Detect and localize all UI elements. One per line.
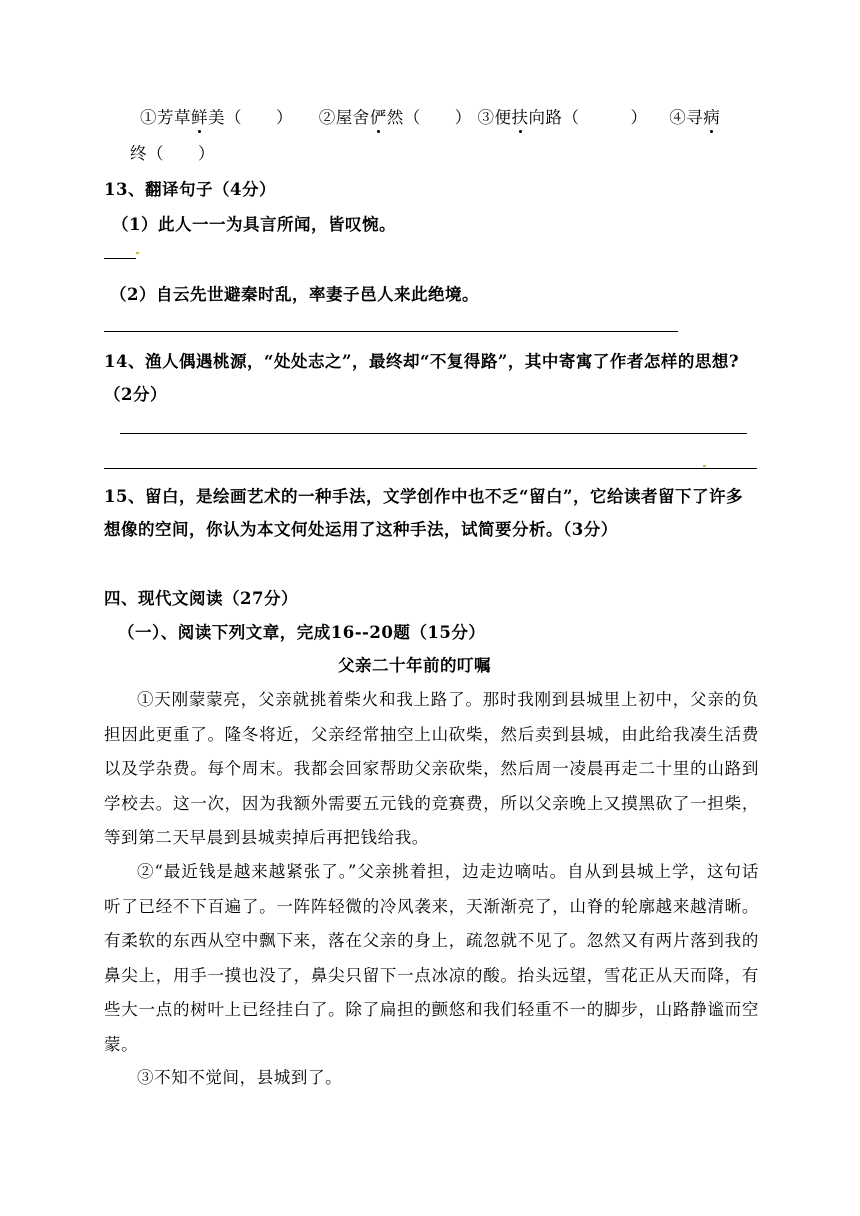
- q13-sentence-1: （1）此人一一为具言所闻，皆叹惋。: [112, 215, 396, 234]
- passage-paragraph-1: ①天刚蒙蒙亮，父亲就挑着柴火和我上路了。那时我刚到县城里上初中，父亲的负担因此更重了。隆冬将近，父亲经常抽空上山砍柴，然后卖到县城，由此给我凑生活费以及学杂费。每个周末。我都会回家帮助父亲砍柴，然后周一凌晨再走二十里的山路到学校去。这一次，因为我额外需要五元钱的竞赛费，所以父亲晚上又摸黑砍了一担柴，等到第二天早晨到县城卖掉后再把钱给我。: [104, 690, 759, 848]
- q15-question-line-1: 15、留白，是绘画艺术的一种手法，文学创作中也不乏“留白”，它给读者留下了许多: [104, 487, 743, 506]
- passage-paragraph-2: ②“最近钱是越来越紧张了。”父亲挑着担，边走边嘀咕。自从到县城上学，这句话听了已经不下百遍了。一阵阵轻微的冷风袭来，天渐渐亮了，山脊的轮廓越来越清晰。有柔软的东西从空中飘下来，落在父亲的身上，疏忽就不见了。忽然又有两片落到我的鼻尖上，用手一摸也没了，鼻尖只留下一点冰凉的酸。抬头远望，雪花正从天而降，有些大一点的树叶上已经挂白了。除了扁担的颤悠和我们轻重不一的脚步，山路静谧而空蒙。: [104, 862, 759, 1054]
- passage-title: 父亲二十年前的叮嘱: [338, 656, 491, 675]
- q12-options-line: [140, 108, 720, 128]
- q14-score: （2分）: [104, 385, 167, 404]
- passage-paragraph-3: ③不知不觉间，县城到了。: [137, 1068, 343, 1087]
- q14-question: 14、渔人偶遇桃源，“处处志之”，最终却“不复得路”，其中寄寓了作者怎样的思想?: [104, 352, 740, 371]
- q12-item-2: ②屋舍俨然（ ）: [318, 108, 472, 127]
- q15-question-line-2: 想像的空间，你认为本文何处运用了这种手法，试简要分析。（3分）: [104, 520, 618, 539]
- q12-item-4-continuation: 终（ ）: [130, 144, 215, 163]
- q12-item-3: ③便扶向路（ ）: [477, 108, 648, 127]
- q13-heading: 13、翻译句子（4分）: [104, 180, 276, 199]
- answer-line-q14-2: [104, 468, 757, 469]
- answer-line-q13-1: [104, 258, 136, 259]
- print-speck: [703, 465, 706, 467]
- section-4-heading: 四、现代文阅读（27分）: [104, 589, 298, 608]
- section-4-subheading: （一）、阅读下列文章，完成16--20题（15分）: [118, 623, 486, 642]
- q12-item-1: ①芳草鲜美（ ）: [140, 108, 293, 127]
- answer-line-q14-1: [120, 433, 747, 434]
- q12-item-4: ④寻病: [669, 108, 721, 127]
- answer-line-q13-2: [104, 331, 678, 332]
- print-speck: [136, 252, 139, 254]
- q13-sentence-2: （2）自云先世避秦时乱，率妻子邑人来此绝境。: [110, 285, 479, 304]
